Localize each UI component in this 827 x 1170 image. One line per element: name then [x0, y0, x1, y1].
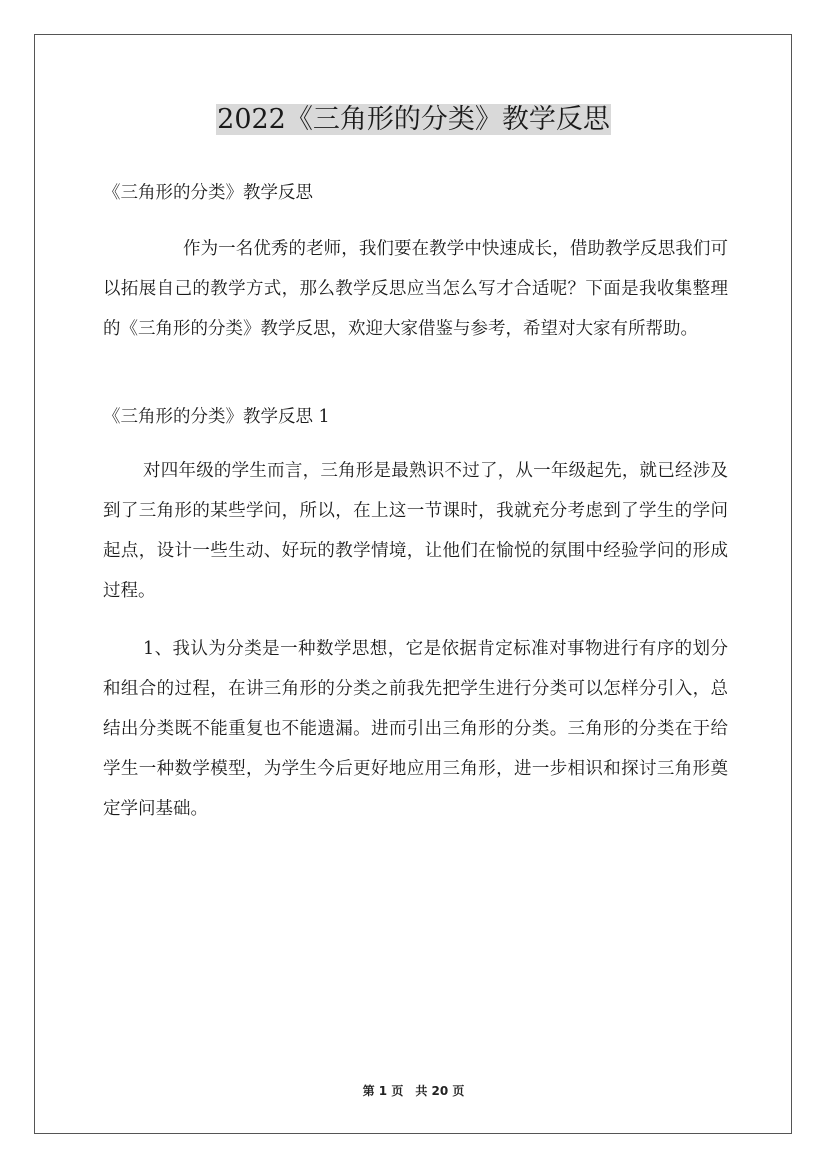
document-body — [103, 173, 728, 829]
document-subheading: 《三角形的分类》教学反思 — [103, 183, 313, 203]
page-footer — [0, 1082, 827, 1099]
section-spacer — [103, 349, 728, 397]
document-title — [0, 98, 827, 142]
body-paragraph-2: 1、我认为分类是一种数学思想，它是依据肯定标准对事物进行有序的划分和组合的过程，在讲三角形的分类之前我先把学生进行分类可以怎样分引入，总结出分类既不能重复也不能遗漏。进而引出三角形的分类。三角形的分类在于给学生一种数学模型，为学生今后更好地应用三角形，进一步相识和探讨三角形奠定学问基础。 — [103, 639, 728, 819]
body-paragraph-1: 对四年级的学生而言，三角形是最熟识不过了，从一年级起先，就已经涉及到了三角形的某些学问，所以，在上这一节课时，我就充分考虑到了学生的学问起点，设计一些生动、好玩的教学情境，让他们在愉悦的氛围中经验学问的形成过程。 — [103, 461, 728, 601]
intro-paragraph: 作为一名优秀的老师，我们要在教学中快速成长，借助教学反思我们可以拓展自己的教学方式，那么教学反思应当怎么写才合适呢？下面是我收集整理的《三角形的分类》教学反思，欢迎大家借鉴与参考，希望对大家有所帮助。 — [103, 239, 728, 339]
page-number-label: 第 1 页 共 20 页 — [362, 1084, 465, 1098]
document-title-text: 2022《三角形的分类》教学反思 — [217, 104, 610, 135]
section-heading: 《三角形的分类》教学反思 1 — [103, 407, 330, 427]
